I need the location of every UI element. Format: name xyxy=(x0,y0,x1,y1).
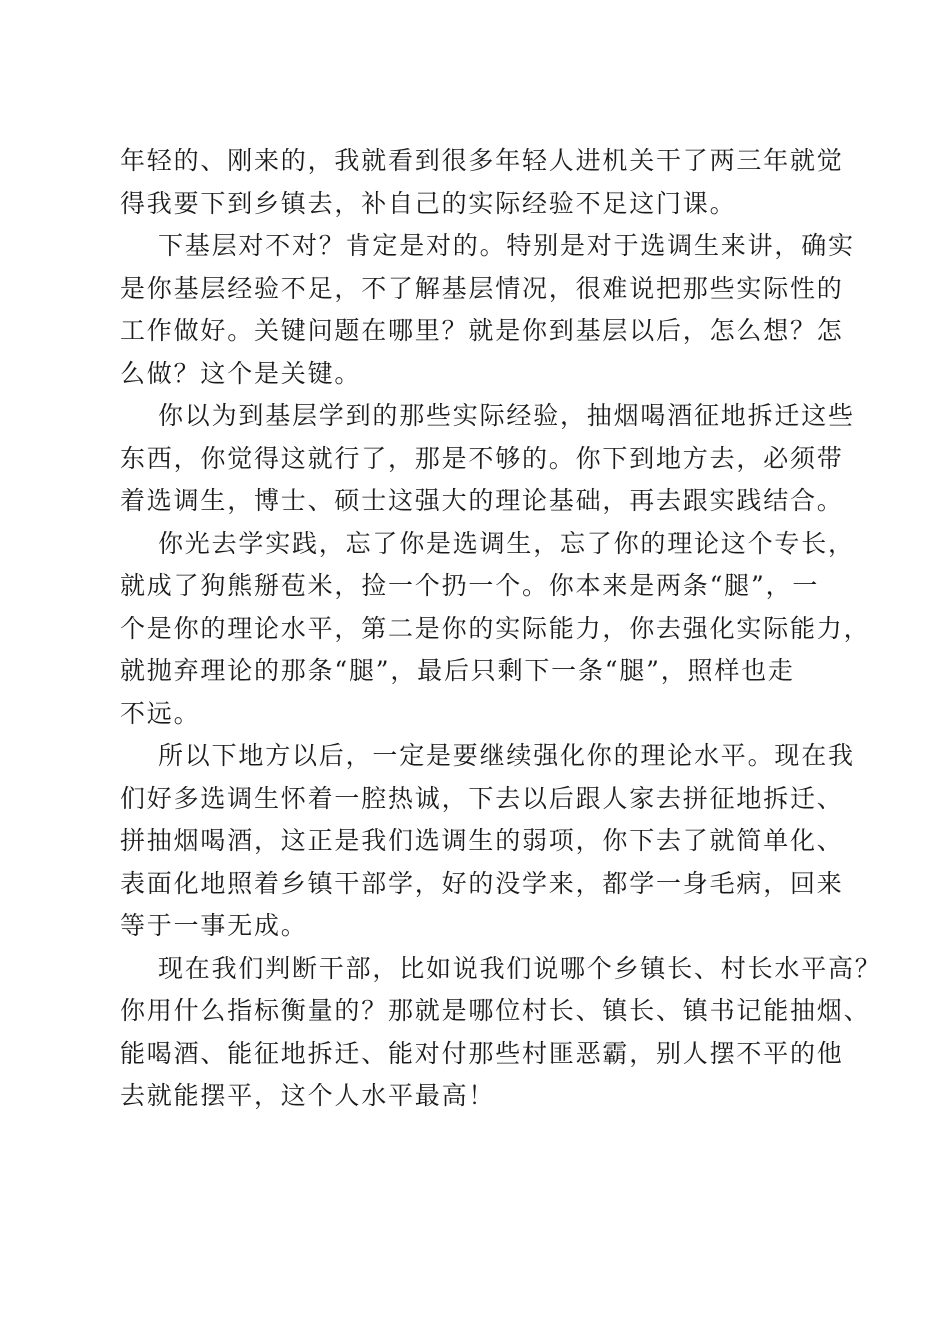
text-line: 拼抽烟喝酒，这正是我们选调生的弱项，你下去了就简单化、 xyxy=(120,826,844,855)
document-page xyxy=(120,140,882,1118)
paragraph-3 xyxy=(120,395,855,523)
text-line: 着选调生，博士、硕士这强大的理论基础，再去跟实践结合。 xyxy=(120,486,844,515)
paragraph-5 xyxy=(120,735,855,948)
text-line: 你以为到基层学到的那些实际经验，抽烟喝酒征地拆迁这些 xyxy=(158,401,855,430)
text-line: 等于一事无成。 xyxy=(120,911,308,940)
text-line: 东西，你觉得这就行了，那是不够的。你下到地方去，必须带 xyxy=(120,443,844,473)
text-line: 能喝酒、能征地拆迁、能对付那些村匪恶霸，别人摆不平的他 xyxy=(120,1038,844,1068)
text-line: 不远。 xyxy=(120,698,201,728)
text-line: 工作做好。关键问题在哪里？就是你到基层以后，怎么想？怎 xyxy=(120,316,844,345)
paragraph-2 xyxy=(120,225,855,395)
text-line: 所以下地方以后，一定是要继续强化你的理论水平。现在我 xyxy=(158,741,855,770)
text-line: 去就能摆平，这个人水平最高！ xyxy=(120,1081,496,1110)
text-line: 现在我们判断干部，比如说我们说哪个乡镇长、村长水平高？ xyxy=(158,953,882,983)
text-line: 们好多选调生怀着一腔热诚，下去以后跟人家去拼征地拆迁、 xyxy=(120,783,844,813)
paragraph-4 xyxy=(120,523,871,736)
text-line: 么做？这个是关键。 xyxy=(120,358,362,388)
text-line: 是你基层经验不足，不了解基层情况，很难说把那些实际性的 xyxy=(120,273,844,303)
text-line: 你光去学实践，忘了你是选调生，忘了你的理论这个专长， xyxy=(158,528,855,558)
paragraph-6 xyxy=(120,948,882,1118)
text-line: 你用什么指标衡量的？那就是哪位村长、镇长、镇书记能抽烟、 xyxy=(120,996,871,1025)
text-line: 就成了狗熊掰苞米，捡一个扔一个。你本来是两条“腿”，一 xyxy=(120,571,820,600)
text-line: 年轻的、刚来的，我就看到很多年轻人进机关干了两三年就觉 xyxy=(120,146,844,175)
text-line: 就抛弃理论的那条“腿”，最后只剩下一条“腿”，照样也走 xyxy=(120,656,795,685)
text-line: 表面化地照着乡镇干部学，好的没学来，都学一身毛病，回来 xyxy=(120,868,844,898)
paragraph-1 xyxy=(120,140,844,225)
text-line: 下基层对不对？肯定是对的。特别是对于选调生来讲，确实 xyxy=(158,231,855,260)
text-line: 个是你的理论水平，第二是你的实际能力，你去强化实际能力， xyxy=(120,613,871,643)
text-line: 得我要下到乡镇去，补自己的实际经验不足这门课。 xyxy=(120,188,737,218)
